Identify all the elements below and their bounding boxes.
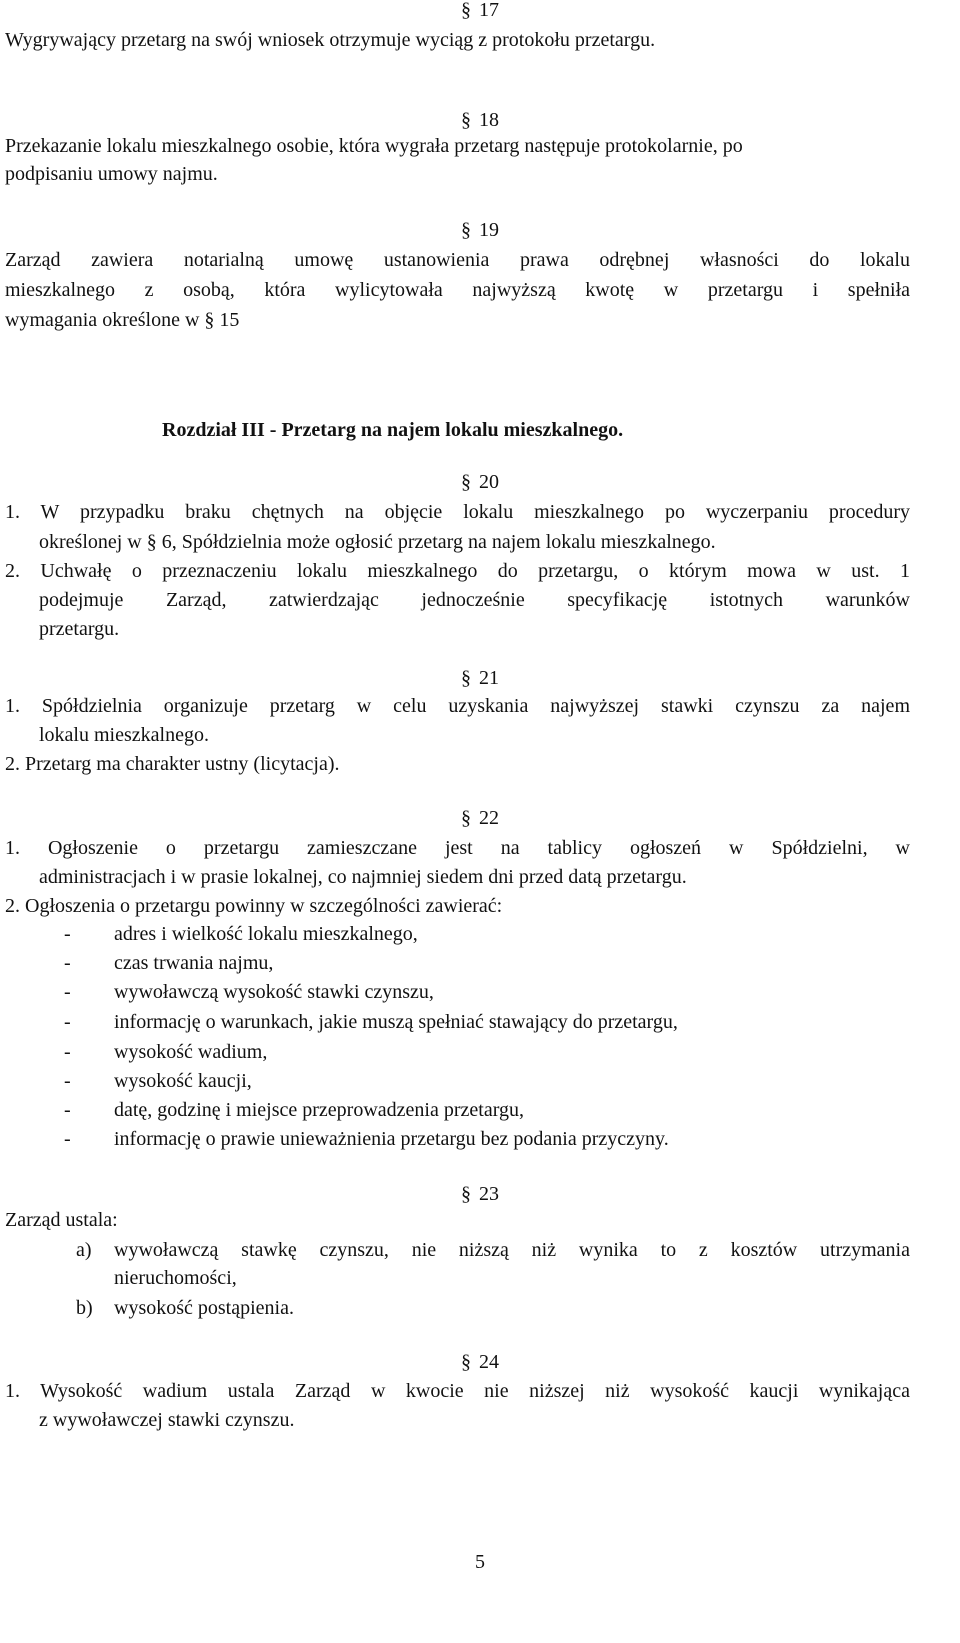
section-number: 17 [479,0,499,21]
section-21-heading [0,666,960,690]
section-18-text-line-1: Przekazanie lokalu mieszkalnego osobie, która wygrała przetarg następuje protokolarnie, po [5,135,743,157]
section-symbol: § [461,0,471,21]
section-24-item-1-line-2: z wywoławczej stawki czynszu. [39,1409,295,1431]
bullet-dash: - [64,923,71,945]
list-item: informację o warunkach, jakie muszą spełniać stawający do przetargu, [114,1011,678,1033]
section-22-item-2: 2. Ogłoszenia o przetargu powinny w szczególności zawierać: [5,895,503,917]
section-23-item-b: wysokość postąpienia. [114,1297,294,1319]
section-22-item-1-line-2: administracjach i w prasie lokalnej, co najmniej siedem dni przed datą przetargu. [39,866,687,888]
section-22-item-1-line-1: 1. Ogłoszenie o przetargu zamieszczane jest na tablicy ogłoszeń w Spółdzielni, w [5,837,910,859]
section-24-item-1-line-1: 1. Wysokość wadium ustala Zarząd w kwocie nie niższej niż wysokość kaucji wynikająca [5,1380,910,1402]
section-number: 20 [479,471,499,493]
section-17-heading [0,0,960,22]
bullet-dash: - [64,1099,71,1121]
section-19-text-line-3: wymagania określone w § 15 [5,309,240,331]
section-21-item-1-line-1: 1. Spółdzielnia organizuje przetarg w celu uzyskania najwyższej stawki czynszu za najem [5,695,910,717]
section-symbol: § [461,1351,471,1373]
list-item: wywoławczą wysokość stawki czynszu, [114,981,434,1003]
section-20-item-1-line-2: określonej w § 6, Spółdzielnia może ogłosić przetarg na najem lokalu mieszkalnego. [39,531,716,553]
section-20-heading [0,470,960,494]
list-item: czas trwania najmu, [114,952,274,974]
bullet-dash: - [64,1128,71,1150]
section-number: 19 [479,219,499,241]
section-number: 22 [479,807,499,829]
section-21-item-2: 2. Przetarg ma charakter ustny (licytacja). [5,753,340,775]
section-number: 21 [479,667,499,689]
section-17-text: Wygrywający przetarg na swój wniosek otrzymuje wyciąg z protokołu przetargu. [5,29,656,51]
bullet-dash: - [64,952,71,974]
list-item: adres i wielkość lokalu mieszkalnego, [114,923,418,945]
bullet-dash: - [64,1041,71,1063]
section-20-item-1-line-1: 1. W przypadku braku chętnych na objęcie lokalu mieszkalnego po wyczerpaniu procedury [5,501,910,523]
section-number: 18 [479,109,499,131]
section-18-heading [0,108,960,132]
chapter-heading: Rozdział III - Przetarg na najem lokalu mieszkalnego. [162,419,624,441]
list-item: datę, godzinę i miejsce przeprowadzenia przetargu, [114,1099,524,1121]
section-20-item-2-line-1: 2. Uchwałę o przeznaczeniu lokalu mieszkalnego do przetargu, o którym mowa w ust. 1 [5,560,910,582]
section-23-item-a-line-1: wywoławczą stawkę czynszu, nie niższą niż wynika to z kosztów utrzymania [114,1239,910,1261]
list-item: wysokość wadium, [114,1041,268,1063]
section-number: 23 [479,1183,499,1205]
section-19-text-line-1: Zarząd zawiera notarialną umowę ustanowienia prawa odrębnej własności do lokalu [5,249,910,271]
bullet-dash: - [64,1070,71,1092]
list-item: informację o prawie unieważnienia przetargu bez podania przyczyny. [114,1128,669,1150]
section-21-item-1-line-2: lokalu mieszkalnego. [39,724,209,746]
section-symbol: § [461,807,471,829]
section-symbol: § [461,219,471,241]
section-symbol: § [461,1183,471,1205]
section-number: 24 [479,1351,499,1373]
section-22-heading [0,806,960,830]
section-23-heading [0,1182,960,1206]
section-symbol: § [461,109,471,131]
section-18-text-line-2: podpisaniu umowy najmu. [5,163,218,185]
section-symbol: § [461,667,471,689]
list-item: wysokość kaucji, [114,1070,252,1092]
item-marker-a: a) [76,1239,92,1261]
section-20-item-2-line-3: przetargu. [39,618,120,640]
section-23-intro: Zarząd ustala: [5,1209,118,1231]
bullet-dash: - [64,1011,71,1033]
section-19-text-line-2: mieszkalnego z osobą, która wylicytowała najwyższą kwotę w przetargu i spełniła [5,279,910,301]
section-20-item-2-line-2: podejmuje Zarząd, zatwierdzając jednocześnie specyfikację istotnych warunków [39,589,910,611]
page-number: 5 [475,1551,485,1573]
section-symbol: § [461,471,471,493]
item-marker-b: b) [76,1297,93,1319]
section-24-heading [0,1350,960,1374]
bullet-dash: - [64,981,71,1003]
section-19-heading [0,218,960,242]
section-23-item-a-line-2: nieruchomości, [114,1267,237,1289]
